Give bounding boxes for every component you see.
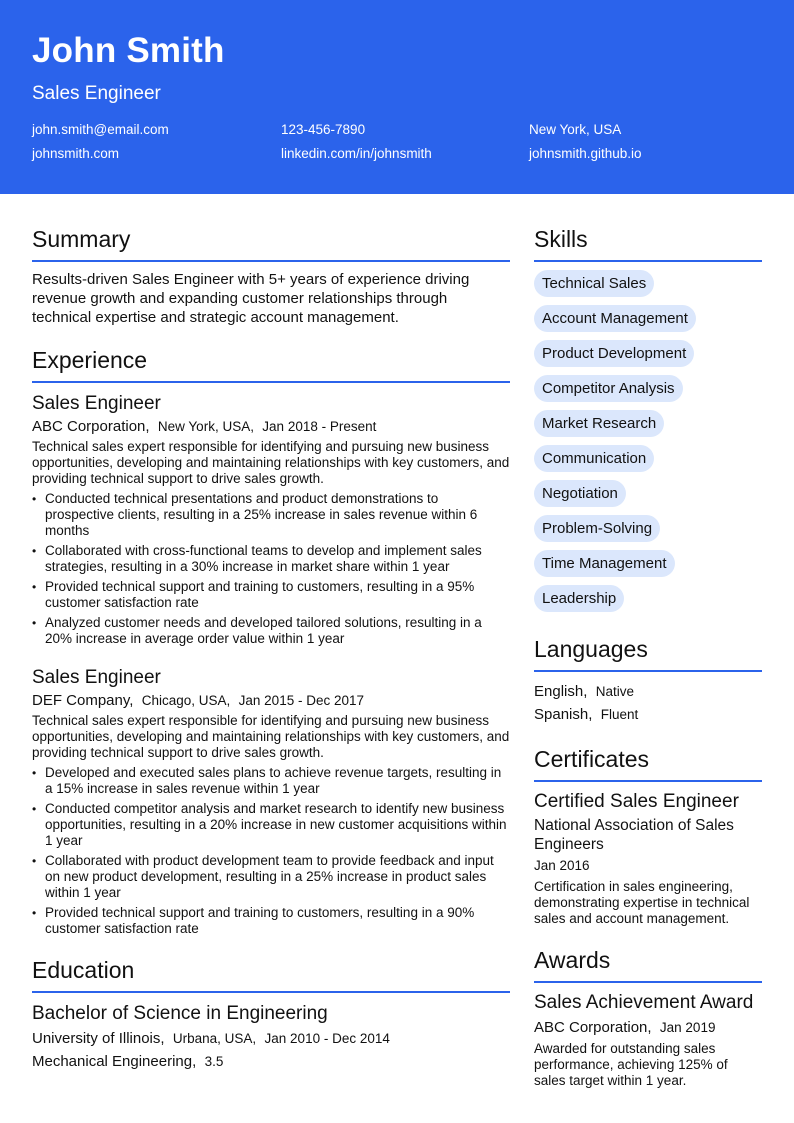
award-date: Jan 2019 <box>659 1020 716 1035</box>
skill-tag: Communication <box>534 445 654 472</box>
skills-heading: Skills <box>534 224 762 262</box>
skill-tag: Problem-Solving <box>534 515 660 542</box>
edu-gpa: 3.5 <box>204 1054 224 1069</box>
job-entry <box>32 665 510 937</box>
certificates-heading: Certificates <box>534 744 762 782</box>
skill-tag: Product Development <box>534 340 694 367</box>
cert-description: Certification in sales engineering, demonstrating expertise in technical sales and account management. <box>534 879 750 926</box>
awards-heading: Awards <box>534 945 762 983</box>
location-text: New York, USA <box>529 122 622 137</box>
edu-school: University of Illinois, <box>32 1030 165 1047</box>
job-entry <box>32 391 510 647</box>
skills-list <box>534 270 762 616</box>
language-level: Fluent <box>600 707 639 722</box>
job-title: Sales Engineer <box>32 667 161 688</box>
award-description: Awarded for outstanding sales performance, achieving 125% of sales target within 1 year. <box>534 1041 728 1088</box>
email-link[interactable]: john.smith@email.com <box>32 122 169 137</box>
award-organization: ABC Corporation, <box>534 1019 652 1036</box>
linkedin-link[interactable]: linkedin.com/in/johnsmith <box>281 146 432 161</box>
skill-tag: Account Management <box>534 305 696 332</box>
job-bullet: • Collaborated with cross-functional teams to develop and implement sales strategies, resulting in a 30% increase in market share within 1 year <box>32 543 510 575</box>
right-column <box>534 224 762 1089</box>
languages-heading: Languages <box>534 634 762 672</box>
job-title: Sales Engineer <box>32 393 161 414</box>
languages-list <box>534 680 762 726</box>
cert-date: Jan 2016 <box>534 858 590 873</box>
skill-tag: Market Research <box>534 410 664 437</box>
summary-heading: Summary <box>32 224 510 262</box>
summary-text: Results-driven Sales Engineer with 5+ years of experience driving revenue growth and expanding customer relationships through technical expertise and strategic account management. <box>32 271 470 326</box>
job-description: Technical sales expert responsible for identifying and pursuing new business opportunities, developing and maintaining relationships with key customers, and providing technical support to drive sales growth. <box>32 439 510 486</box>
job-meta <box>32 417 510 437</box>
edu-degree: Bachelor of Science in Engineering <box>32 1003 328 1024</box>
cert-title: Certified Sales Engineer <box>534 791 739 812</box>
award-meta <box>534 1017 762 1039</box>
edu-dates: Jan 2010 - Dec 2014 <box>264 1031 390 1046</box>
job-bullet: • Conducted technical presentations and product demonstrations to prospective clients, resulting in a 25% increase in sales revenue within 6 months <box>32 491 510 539</box>
skill-tag: Leadership <box>534 585 624 612</box>
job-location: Chicago, USA, <box>141 693 231 708</box>
language-name: English, <box>534 683 588 700</box>
award-title: Sales Achievement Award <box>534 992 754 1013</box>
candidate-title: Sales Engineer <box>32 83 161 104</box>
skill-tag: Technical Sales <box>534 270 654 297</box>
job-bullets <box>32 765 510 937</box>
skill-tag: Negotiation <box>534 480 626 507</box>
left-column <box>32 224 510 1073</box>
job-dates: Jan 2018 - Present <box>262 419 377 434</box>
cert-organization: National Association of Sales Engineers <box>534 817 734 853</box>
job-description: Technical sales expert responsible for identifying and pursuing new business opportunities, developing and maintaining relationships with key customers, and providing technical support to drive sales growth. <box>32 713 510 760</box>
website-link[interactable]: johnsmith.com <box>32 146 120 161</box>
github-link[interactable]: johnsmith.github.io <box>529 146 642 161</box>
education-heading: Education <box>32 955 510 993</box>
job-bullet: • Conducted competitor analysis and market research to identify new business opportunities, resulting in a 20% increase in new customer acquisitions within 1 year <box>32 801 510 849</box>
skill-tag: Competitor Analysis <box>534 375 683 402</box>
phone-text: 123-456-7890 <box>281 122 366 137</box>
job-bullet: • Analyzed customer needs and developed tailored solutions, resulting in a 20% increase in average order value within 1 year <box>32 615 510 647</box>
job-location: New York, USA, <box>157 419 254 434</box>
job-company: DEF Company, <box>32 692 134 709</box>
resume-header <box>0 0 794 194</box>
language-item <box>534 680 762 703</box>
job-company: ABC Corporation, <box>32 418 150 435</box>
language-name: Spanish, <box>534 706 593 723</box>
skill-tag: Time Management <box>534 550 675 577</box>
job-meta <box>32 691 510 711</box>
candidate-name: John Smith <box>32 31 225 70</box>
job-dates: Jan 2015 - Dec 2017 <box>238 693 364 708</box>
experience-heading: Experience <box>32 345 510 383</box>
edu-major-line <box>32 1050 510 1073</box>
job-bullet: • Provided technical support and training to customers, resulting in a 90% customer satisfaction rate <box>32 905 510 937</box>
edu-school-line <box>32 1027 510 1050</box>
edu-location: Urbana, USA, <box>172 1031 257 1046</box>
job-bullets <box>32 491 510 647</box>
job-bullet: • Provided technical support and training to customers, resulting in a 95% customer satisfaction rate <box>32 579 510 611</box>
job-bullet: • Developed and executed sales plans to achieve revenue targets, resulting in a 15% increase in sales revenue within 1 year <box>32 765 510 797</box>
job-bullet: • Collaborated with product development team to provide feedback and input on new product development, resulting in a 25% increase in product sales within 1 year <box>32 853 510 901</box>
language-level: Native <box>595 684 634 699</box>
language-item <box>534 703 762 726</box>
edu-major: Mechanical Engineering, <box>32 1053 197 1070</box>
